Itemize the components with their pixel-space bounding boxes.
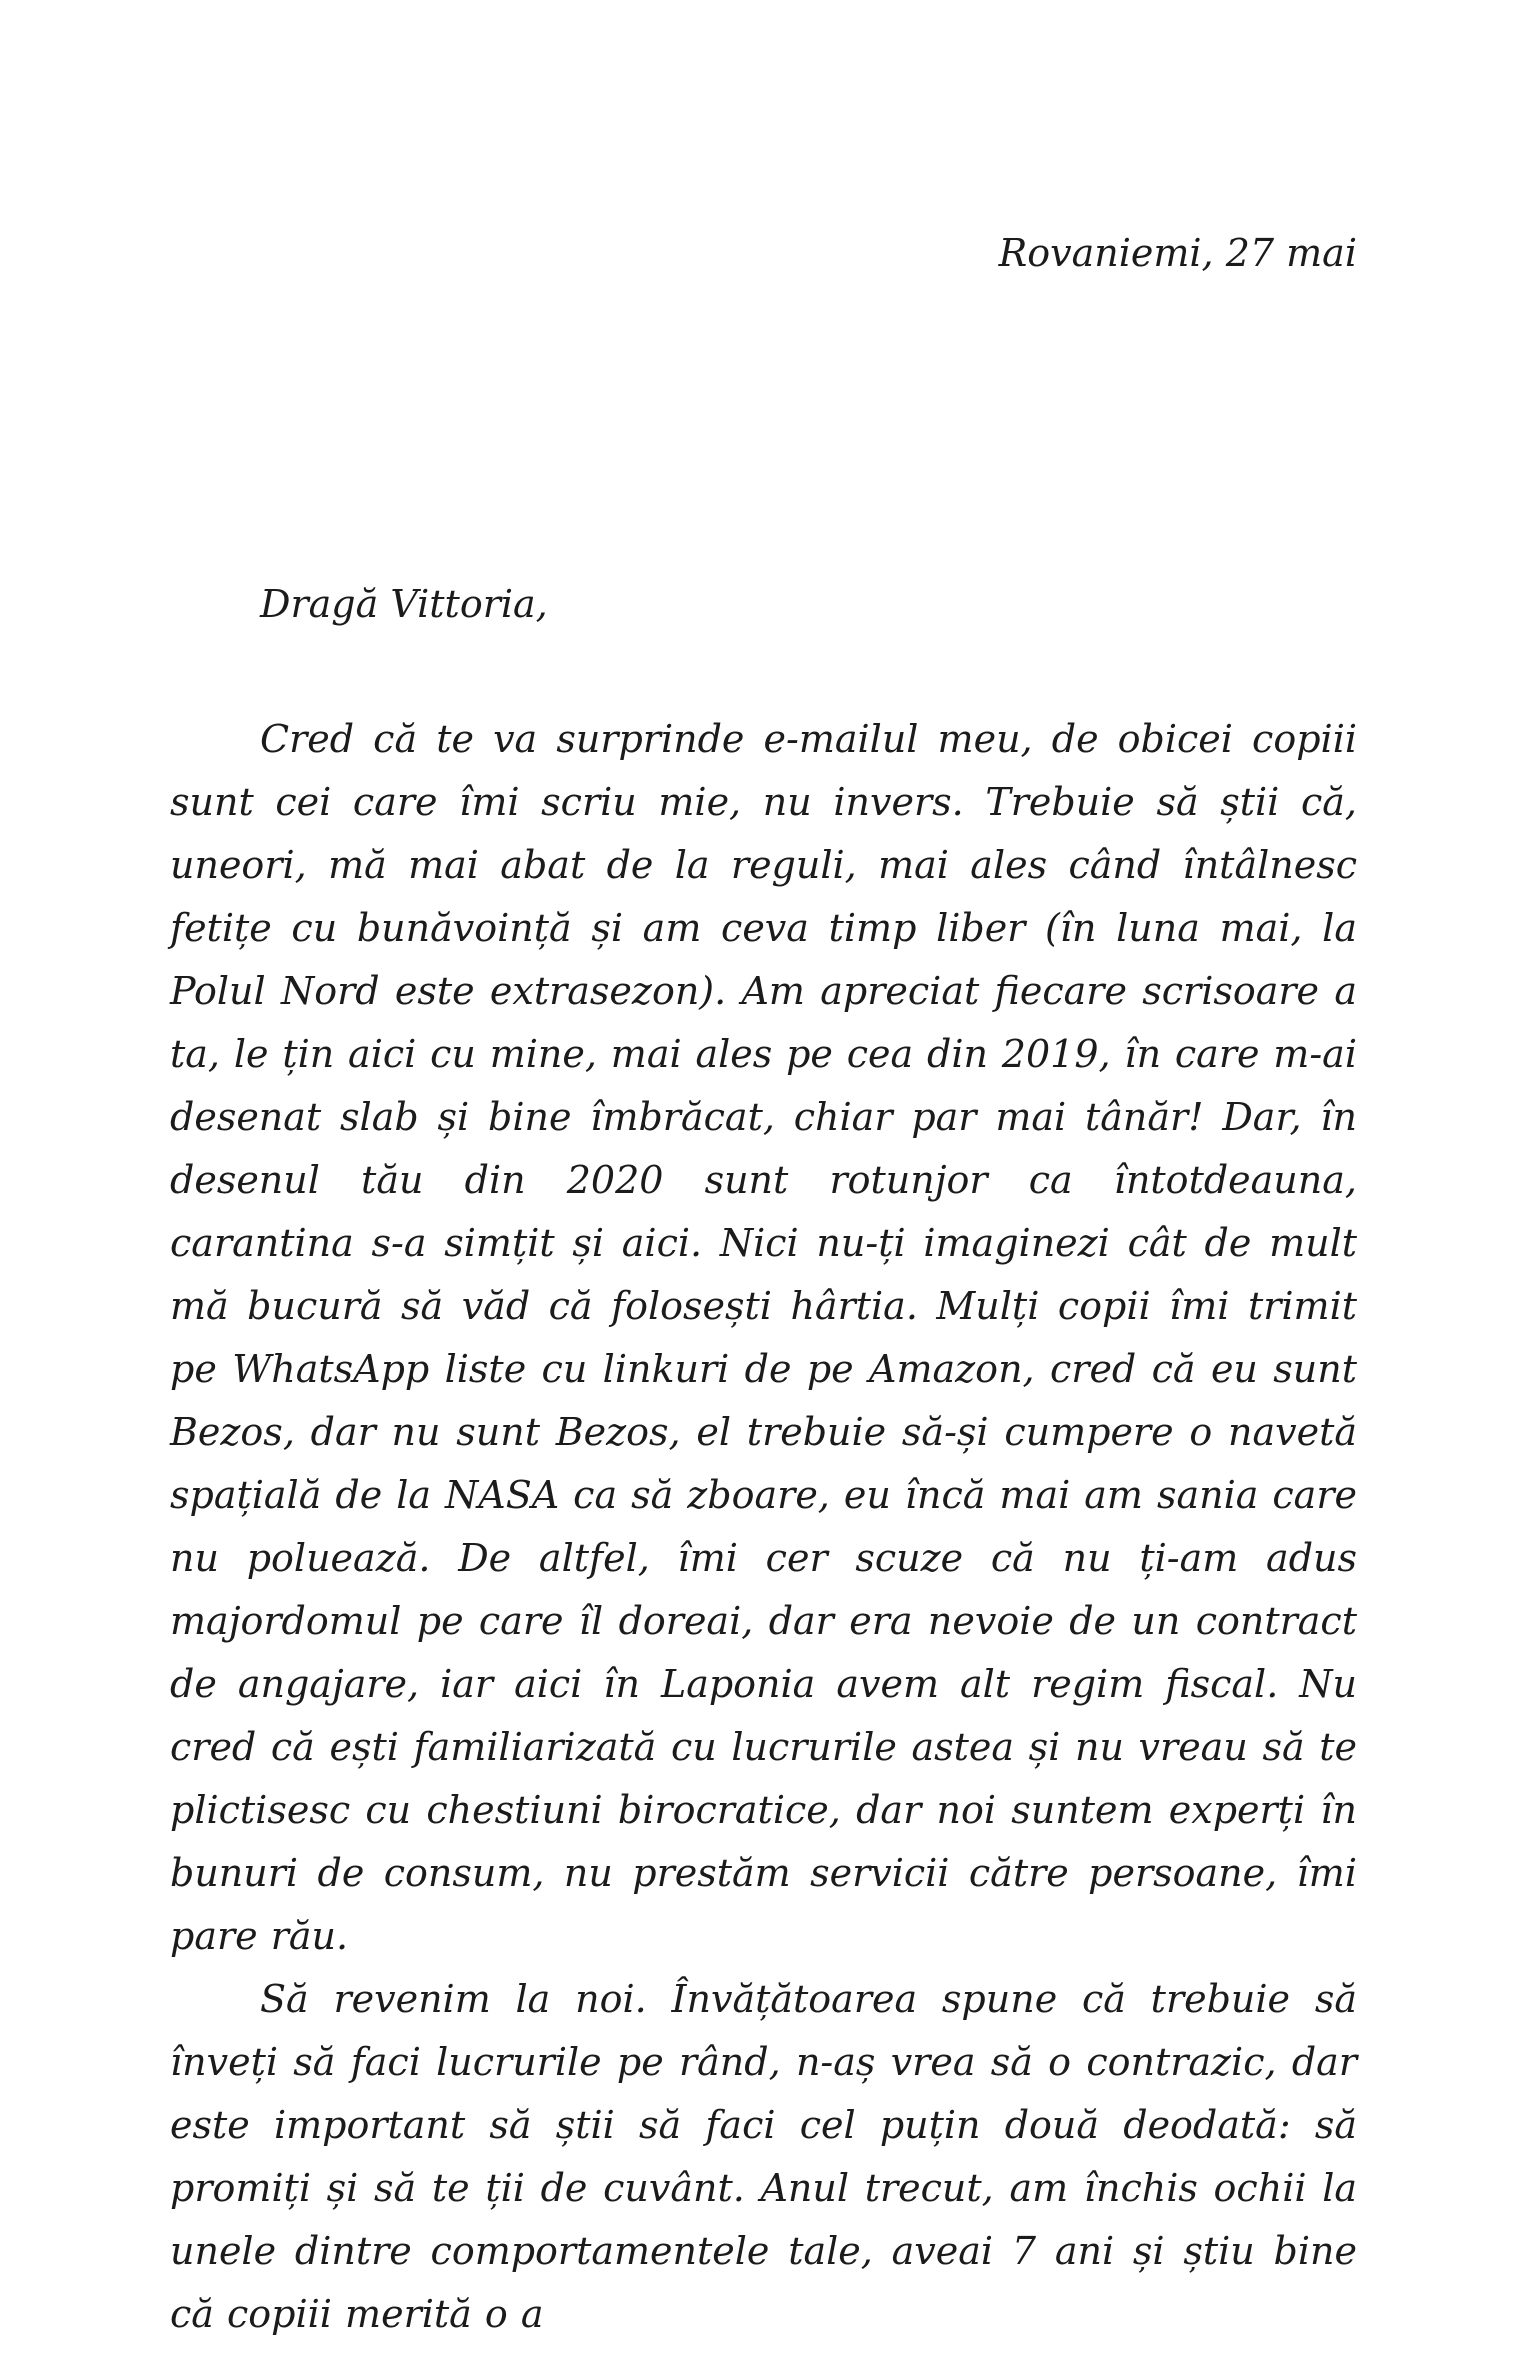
dateline: Rovaniemi, 27 mai (998, 231, 1357, 275)
letter-paragraph: Cred că te va surprinde e-mailul meu, de obicei copiii sunt cei care îmi scriu mie, nu invers. Trebuie să știi că, uneori, mă mai abat de la reguli, mai ales când întâlnesc fetițe cu bunăvoință și am ceva timp liber (în luna mai, la Polul Nord este extrasezon). Am apreciat fiecare scrisoare a ta, le țin aici cu mine, mai ales pe cea din 2019, în care m-ai desenat slab și bine îmbrăcat, chiar par mai tânăr! Dar, în desenul tău din 2020 sunt rotunjor ca întotdeauna, carantina s-a simțit și aici. Nici nu-ți imaginezi cât de mult mă bucură să văd că folosești hârtia. Mulți copii îmi trimit pe WhatsApp liste cu linkuri de pe Amazon, cred că eu sunt Bezos, dar nu sunt Bezos, el trebuie să-și cumpere o navetă spațială de la NASA ca să zboare, eu încă mai am sania care nu poluează. De altfel, îmi cer scuze că nu ți-am adus majordomul pe care îl doreai, dar era nevoie de un contract de angajare, iar aici în Laponia avem alt regim fiscal. Nu cred că ești familiarizată cu lucrurile astea și nu vreau să te plictisesc cu chestiuni birocratice, dar noi suntem experți în bunuri de consum, nu prestăm servicii către persoane, îmi pare rău. (170, 717, 1357, 1958)
salutation: Dragă Vittoria, (260, 582, 548, 626)
letter-paragraph: Să revenim la noi. Învățătoarea spune că trebuie să înveți să faci lucrurile pe rând, n-aș vrea să o contrazic, dar este important să știi să faci cel puțin două deodată: să promiți și să te ții de cuvânt. Anul trecut, am închis ochii la unele dintre comportamentele tale, aveai 7 ani și știu bine că copiii merită o a (170, 1977, 1357, 2336)
